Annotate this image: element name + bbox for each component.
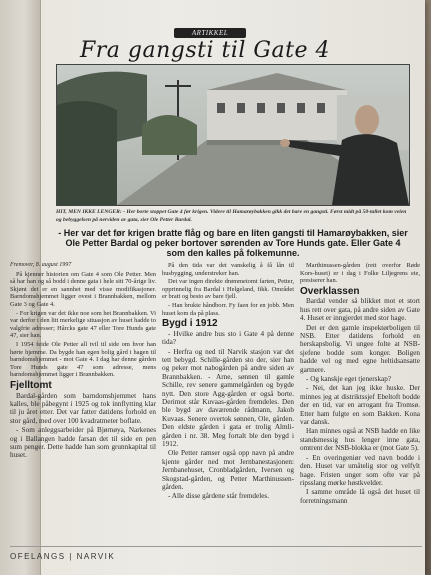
- paragraph: - En overingeniør ved navn bodde i den. Huset var umåtelig stor og velfylt hage. Fristen unger som ofte var på ripsslang mørke høstkvelder.: [300, 453, 420, 487]
- section-heading: Bygd i 1912: [162, 318, 218, 330]
- article-lead: - Her var det før krigen bratte flåg og bare en liten gangsti til Hamarøybakken, sier Ole Petter Bardal og peker bortover sørenden av Tore Hunds gate. Eller Gate 4 som den kalles på folkemunne.: [58, 228, 408, 258]
- paragraph: - Nei, det kan jeg ikke huske. Der minnes jeg at distriktssjef Ebeltoft bodde der en tid, var en arrogant fra Tromsø. Etter ham fulgte en som Bakken. Kona var dansk.: [300, 384, 420, 427]
- footer-rule: [10, 546, 422, 547]
- paragraph: - Alle disse gårdene står fremdeles.: [168, 492, 269, 501]
- paragraph: Det var ingen direkte drømmetomt farten, Petter, opprinnelig fra Bardal i Helgeland, fikk. Området er bratt og besto av bare fjell.: [162, 278, 294, 301]
- paragraph: I samme område lå også det huset til forretningsmann: [300, 488, 420, 505]
- paragraph: - Som anleggsarbeider på Bjørnøya, Narkenes og i Ballangen hadde farsan det til side en pen sum penger. Dette hadde han som grunnkapital til huset.: [10, 426, 156, 460]
- paragraph: Det er den gamle inspektørboligen til NSB. Etter datidens forhold en herskapsbolig. Vi ungee folte at NSB-sjefene bodde som konger. Boligen hadde vel og med egne heltidsansatte gartnere.: [300, 323, 420, 374]
- paragraph: På kjenner historien om Gate 4 som Ole Petter. Men så har han og så bodd i denne gata i hele sitt 70-årige liv. Skjønt det er en sannhet med visse modifikasjoner. Barndomshjemmet ligger ovest i Brannbakken, mellom Gate 3 og Gate 4.: [10, 270, 156, 308]
- section-heading: Fjelltomt: [10, 379, 52, 391]
- paragraph: Bardal vender så blikket mot et stort hus rett over gata, på andre siden av Gate 4. Huset er inngjerdet med stor hage.: [300, 297, 420, 323]
- paragraph: - Herfra og ned til Narvik stasjon var det tett bebygd. Schille-gården sto der, sier han og peker mot nabogården på andre siden av Brannbakken. - Arne, sønnen til gamle Schille, rev senere gammelgården og bygde nytt. Den store Agg-gården er også borte. Derimot står Kuvaas-gården fremdeles. Den ble bygd av daværende rådmann, Jakob Kuvaas. Senere overtok sønnen, Ole, gården. Den eldste gården i gata er trolig Almli-gården i nr. 38. Meg fortalt ble den bygd i 1912.: [162, 347, 294, 449]
- paragraph: - Hvilke andre hus sto i Gate 4 på denne tida?: [162, 329, 294, 347]
- photo-caption: HIT, MEN IKKE LENGER: - Her borte stoppet Gate 4 før krigen. Videre til Hamarøybakken gikk det bare en gangsti. Først midt på 50-tallet kom veien og bebyggelsen på nerviden av gata, sier Ole Petter Bardal.: [56, 209, 407, 223]
- publication-date: Fremover, 8. august 1997: [10, 262, 72, 268]
- paragraph: Han minnes også at NSB hadde en like standsmessig hus lenger inne gata, omtrent der NSB-blokka er (mot Gate 5).: [300, 427, 420, 453]
- paragraph: Bardal-gården som barndomshjemmet hans kalles, ble påbegynt i 1925 og tok innflytting klar til ju året etter. Det var fatter datidens forhold en stor gård, med over 100 kvadratmeter boflate.: [10, 391, 156, 425]
- paragraph: - Han brukte håndborr. Fy faen for en jobb. Men huset kom da på plass.: [162, 301, 294, 317]
- section-tag: ARTIKKEL: [174, 28, 246, 38]
- paragraph: I 1954 feide Ole Petter all tvil til side om hvor han hørte hjemme. Da bygde han egen bolig gård i hagen til barndomshjemmet - mot Gate 4. I dag har denne gården Tore Hunds gate 47 som adresse, mens barndomshjemmet ligger i Brannbakken.: [10, 340, 156, 379]
- text-column-2: [162, 262, 294, 502]
- page-footer: OFELANGS | NARVIK: [10, 552, 116, 561]
- text-column-3: [300, 262, 420, 506]
- paragraph: Marthinussen-gården (rett overfor Røde Kors-huset) er i dag i Folke Liljegrens eie, presiserer han.: [300, 262, 420, 285]
- section-heading: Overklassen: [300, 285, 360, 297]
- paragraph: Ole Petter ramser også opp navn på andre kjente gårder ned mot Jernbanestasjonen: Jernbanehuset, Cronbladgården, Iversen og Skogstad-gården, og Petter Marthinussen-gården.: [162, 449, 294, 492]
- paragraph: På den tida var det vanskelig å få lån til husbygging, understreker han.: [162, 262, 294, 277]
- article-photo: [56, 64, 410, 206]
- text-column-1: [10, 262, 156, 461]
- paragraph: - Og kanskje eget tjenerskap?: [306, 375, 392, 384]
- paragraph: - For krigen var det ikke noe som het Brannbakken. Vi var derfor i den litt merkelige situasjon av huset hadde to valgfrie adresser; Hårcks gate 47 eller Tore Hunds gate 47, sier han.: [10, 309, 156, 340]
- street-scene-image: [57, 65, 409, 205]
- article-title: Fra gangsti til Gate 4: [80, 38, 330, 63]
